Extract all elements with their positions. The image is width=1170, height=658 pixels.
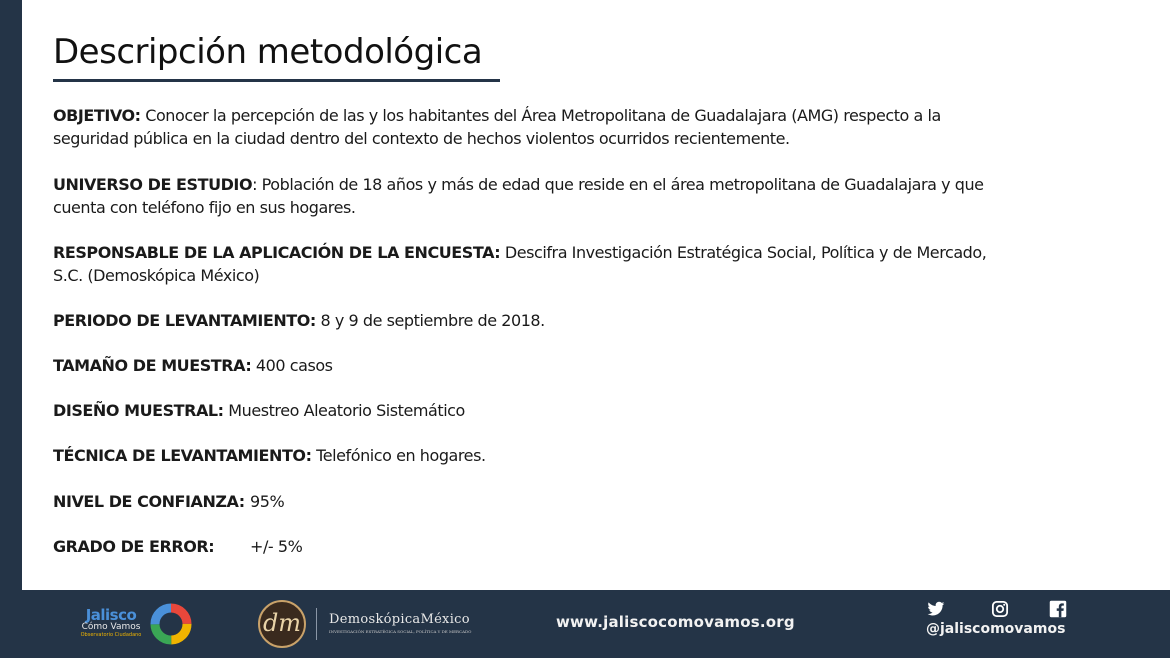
universe-text: : Población de 18 años y más de edad que reside en el área metropolitana de Guadalajara y que cuenta con teléfono fijo en sus hogares.	[53, 175, 984, 217]
universe-label: UNIVERSO DE ESTUDIO	[53, 175, 253, 194]
title-underline	[53, 79, 500, 82]
confidence-paragraph	[53, 490, 993, 513]
period-label: PERIODO DE LEVANTAMIENTO:	[53, 311, 316, 330]
page-title: Descripción metodológica	[53, 32, 483, 72]
facebook-icon[interactable]	[1049, 600, 1067, 618]
error-value: +/- 5%	[250, 537, 303, 556]
sample-design-paragraph	[53, 399, 993, 422]
confidence-value: 95%	[250, 492, 285, 511]
responsible-paragraph	[53, 241, 993, 287]
demoskopica-monogram-logo: dm	[258, 600, 306, 648]
objective-paragraph	[53, 104, 993, 150]
period-paragraph	[53, 309, 993, 332]
footer-bar	[0, 590, 1170, 658]
period-text: 8 y 9 de septiembre de 2018.	[315, 311, 545, 330]
website-link[interactable]: www.jaliscocomovamos.org	[556, 613, 795, 631]
instagram-icon[interactable]	[991, 600, 1009, 618]
jalisco-logo-tagline: Observatorio Ciudadano	[80, 632, 142, 638]
jalisco-ring-icon	[148, 601, 194, 647]
sample-design-label: DISEÑO MUESTRAL:	[53, 401, 224, 420]
demoskopica-name: DemoskópicaMéxico	[329, 612, 470, 627]
sample-size-paragraph	[53, 354, 993, 377]
technique-paragraph	[53, 444, 993, 467]
demoskopica-tagline: INVESTIGACIÓN ESTRATÉGICA SOCIAL, POLÍTICA Y DE MERCADO	[329, 629, 472, 634]
technique-label: TÉCNICA DE LEVANTAMIENTO:	[53, 446, 312, 465]
error-label: GRADO DE ERROR:	[53, 537, 215, 556]
jalisco-logo-text	[76, 608, 146, 639]
sample-design-text: Muestreo Aleatorio Sistemático	[223, 401, 465, 420]
technique-text: Telefónico en hogares.	[311, 446, 486, 465]
objective-text: Conocer la percepción de las y los habitantes del Área Metropolitana de Guadalajara (AMG) respecto a la seguridad pública en la ciudad dentro del contexto de hechos violentos ocurridos recientemente.	[53, 106, 941, 148]
objective-label: OBJETIVO:	[53, 106, 141, 125]
sample-size-text: 400 casos	[251, 356, 333, 375]
jalisco-como-vamos-logo	[72, 598, 197, 650]
error-paragraph	[53, 535, 993, 558]
jalisco-logo-subtitle: Cómo Vamos	[81, 622, 141, 632]
sample-size-label: TAMAÑO DE MUESTRA:	[53, 356, 252, 375]
responsible-text: Descifra Investigación Estratégica Social, Política y de Mercado, S.C. (Demoskópica México)	[53, 243, 987, 285]
social-handle[interactable]: @jaliscomovamos	[926, 621, 1066, 637]
jalisco-logo-name: Jalisco	[85, 606, 137, 624]
responsible-label: RESPONSABLE DE LA APLICACIÓN DE LA ENCUESTA:	[53, 243, 501, 262]
universe-paragraph	[53, 173, 993, 219]
logo-divider	[316, 608, 317, 640]
confidence-label: NIVEL DE CONFIANZA:	[53, 492, 245, 511]
twitter-icon[interactable]	[927, 600, 945, 618]
left-accent-bar	[0, 0, 22, 590]
